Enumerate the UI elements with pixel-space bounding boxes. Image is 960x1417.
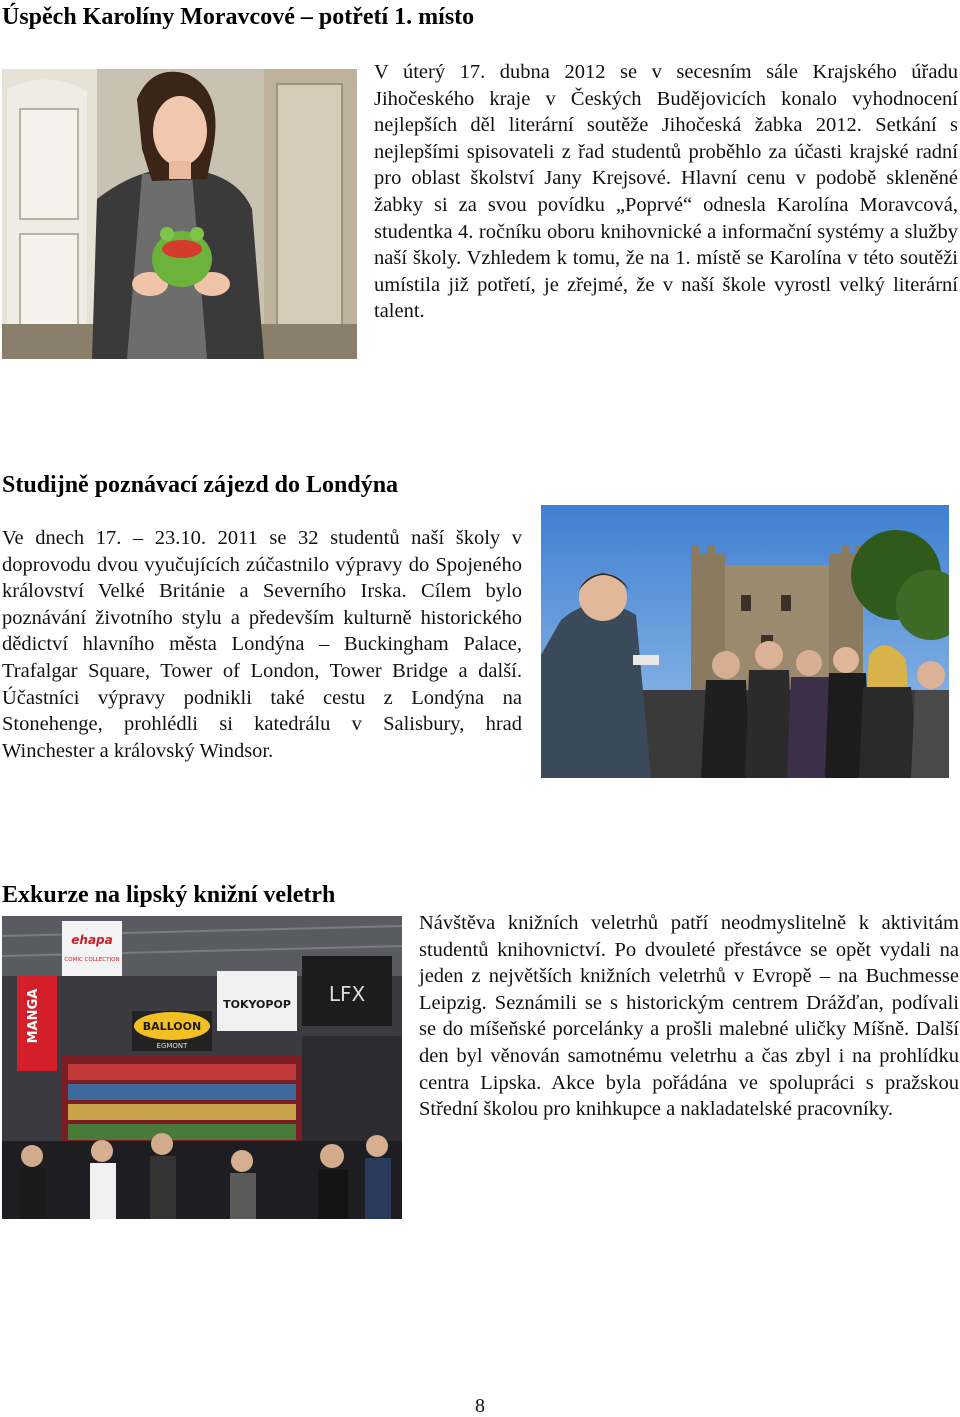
photo-student-with-frog-award xyxy=(2,69,357,359)
photo-students-at-tower-of-london xyxy=(541,505,949,778)
london-photo-illustration xyxy=(541,505,949,778)
student-photo-illustration xyxy=(2,69,357,359)
balloon-sign-text: BALLOON xyxy=(142,1020,202,1033)
lfx-sign-text: LFX xyxy=(328,982,366,1006)
egmont-sign-text: EGMONT xyxy=(156,1042,188,1050)
section-body-karolina: V úterý 17. dubna 2012 se v secesním sále Krajského úřadu Jihočeského kraje v Českých Budějovicích konalo vyhodnocení nejlepších děl literární soutěže Jihočeská žabka 2012. Setkání s nejlepšími spisovateli z řad studentů proběhlo za účasti krajské radní pro oblast školství Jany Krejsové. Hlavní cenu v podobě skleněné žabky si za svou povídku „Poprvé“ odnesla Karolína Moravcová, studentka 4. ročníku oboru knihovnické a informační systémy a služby naší školy. Vzhledem k tomu, že na 1. místě se Karolína v této soutěži umístila již potřetí, je zřejmé, že v naší škole vyrostl velký literární talent. xyxy=(374,61,958,323)
ehapa-sign-text: ehapa xyxy=(71,933,113,947)
leipzig-fair-photo-illustration xyxy=(2,916,402,1219)
page-number: 8 xyxy=(475,1395,485,1417)
section-title-leipzig: Exkurze na lipský knižní veletrh xyxy=(2,882,336,908)
manga-sign-text: MANGA xyxy=(26,988,41,1044)
photo-leipzig-book-fair xyxy=(2,916,402,1219)
section-body-london: Ve dnech 17. – 23.10. 2011 se 32 studentů naší školy v doprovodu dvou vyučujících zúčastnilo výpravy do Spojeného království Velké Británie a Severního Irska. Cílem bylo poznávání životního stylu a především kulturně historického dědictví hlavního města Londýna – Buckingham Palace, Trafalgar Square, Tower of London, Tower Bridge a další. Účastníci výpravy podnikli také cestu z Londýna na Stonehenge, prohlédli si katedrálu v Salisbury, hrad Winchester a královský Windsor. xyxy=(2,527,522,762)
tokyopop-sign-text: TOKYOPOP xyxy=(223,998,291,1011)
comic-collection-sign-text: COMIC COLLECTION xyxy=(64,957,120,963)
section-body-leipzig: Návštěva knižních veletrhů patří neodmyslitelně k aktivitám studentů knihovnictví. Po dvouleté přestávce se opět vydali na jeden z největších knižních veletrhů v Evropě – na Buchmesse Leipzig. Seznámili se s historickým centrem Drážďan, podívali se do míšeňské porcelánky a prošli malebné uličky Míšně. Další den byl věnován samotnému veletrhu a čas zbyl i na prohlídku centra Lipska. Akce byla pořádána ve spolupráci s pražskou Střední školou pro knihkupce a nakladatelské pracovníky. xyxy=(419,912,959,1121)
section-title-karolina: Úspěch Karolíny Moravcové – potřetí 1. místo xyxy=(2,4,475,30)
section-title-london: Studijně poznávací zájezd do Londýna xyxy=(2,472,399,498)
